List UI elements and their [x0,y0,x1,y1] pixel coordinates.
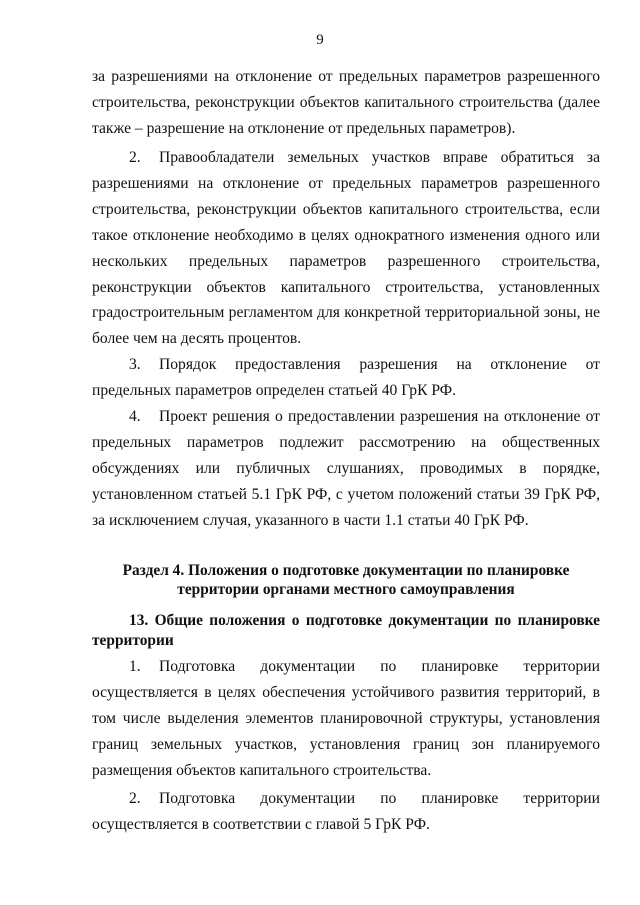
paragraph-number: 2. [129,149,141,166]
page-number: 9 [316,32,324,48]
paragraph-text: Подготовка документации по планировке территории осуществляется в соответствии с главой 5 ГрК РФ. [92,790,600,833]
subsection-heading: 13. Общие положения о подготовке документации по планировке территории [92,612,600,649]
paragraph-text: Правообладатели земельных участков вправе обратиться за разрешениями на отклонение от предельных параметров разрешенного строительства, реконструкции объектов капитального строительства, если такое отклонение необходимо в целях однократного изменения одного или нескольких предельных параметров разрешенного строительства, реконструкции объектов капитального строительства, установленных градостроительным регламентом для конкретной территориальной зоны, не более чем на десять процентов. [92,149,600,348]
subsection-paragraph-1 [92,654,600,784]
paragraph-item-2 [92,145,600,352]
paragraph-item-3 [92,352,600,404]
paragraph-number: 3. [129,356,141,373]
paragraph-text: за разрешениями на отклонение от предельных параметров разрешенного строительства, реконструкции объектов капитального строительства (далее также – разрешение на отклонение от предельных параметров). [92,68,600,137]
paragraph-text: Проект решения о предоставлении разрешения на отклонение от предельных параметров подлежит рассмотрению на общественных обсуждениях или публичных слушаниях, проводимых в порядке, установленном статьей 5.1 ГрК РФ, с учетом положений статьи 39 ГрК РФ, за исключением случая, указанного в части 1.1 статьи 40 ГрК РФ. [92,408,600,529]
paragraph-number: 4. [129,408,141,425]
paragraph-text: Подготовка документации по планировке территории осуществляется в целях обеспечения устойчивого развития территорий, в том числе выделения элементов планировочной структуры, установления границ земельных участков, установления границ зон планируемого размещения объектов капитального строительства. [92,658,600,779]
paragraph-number: 1. [129,658,141,675]
paragraph-item-4 [92,404,600,534]
paragraph-number: 2. [129,790,141,807]
section-heading: Раздел 4. Положения о подготовке документации по планировке территории органами местного самоуправления [122,562,570,598]
subsection-paragraph-2 [92,786,600,838]
paragraph-continuation [92,64,600,142]
paragraph-text: Порядок предоставления разрешения на отклонение от предельных параметров определен статьей 40 ГрК РФ. [92,356,600,399]
